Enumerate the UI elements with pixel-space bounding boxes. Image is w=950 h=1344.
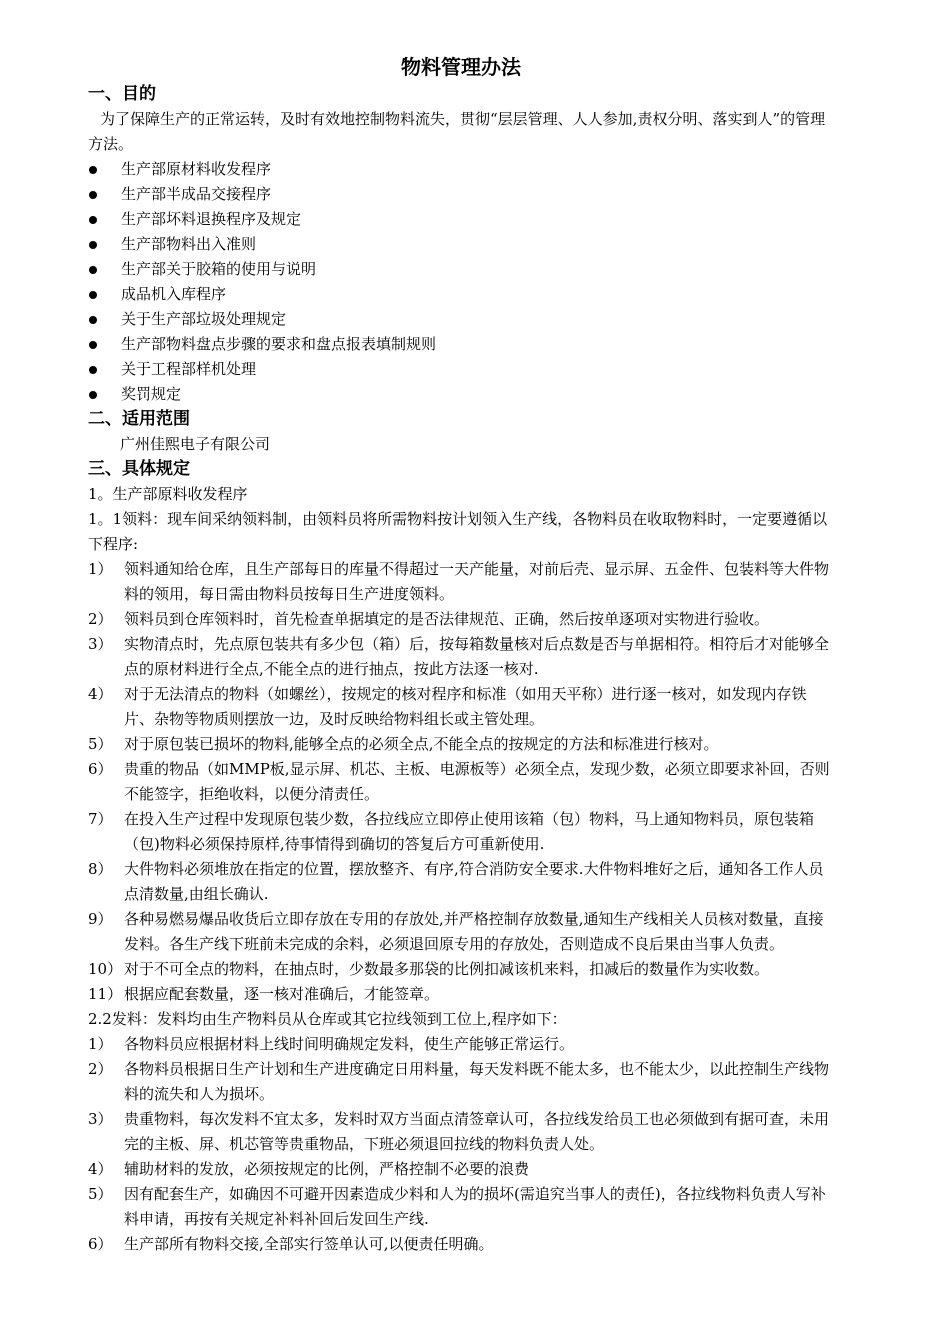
section-heading-rules: 三、具体规定 bbox=[88, 459, 190, 479]
bullet-item bbox=[88, 307, 834, 332]
bullet-icon bbox=[89, 341, 97, 349]
step-number: 1） bbox=[88, 560, 113, 578]
bullet-text: 生产部物料盘点步骤的要求和盘点报表填制规则 bbox=[121, 335, 437, 353]
receiving-steps-list bbox=[88, 557, 834, 1007]
receiving-intro: 1。1领料：现车间采纳领料制，由领料员将所需物料按计划领入生产线，各物料员在收取物料时，一定要遵循以下程序: bbox=[88, 510, 828, 553]
step-number: 3） bbox=[88, 1110, 113, 1128]
bullet-icon bbox=[89, 291, 97, 299]
step-item bbox=[88, 1057, 834, 1107]
step-number: 4） bbox=[88, 1160, 113, 1178]
step-text: 各物料员根据日生产计划和生产进度确定日用料量，每天发料既不能太多，也不能太少，以此控制生产线物料的流失和人为损坏。 bbox=[124, 1060, 830, 1103]
issuing-intro: 2.2发料：发料均由生产物料员从仓库或其它拉线领到工位上,程序如下： bbox=[88, 1010, 567, 1028]
subsection-title-receiving: 1。生产部原料收发程序 bbox=[88, 485, 248, 503]
step-number: 5） bbox=[88, 735, 113, 753]
step-text: 对于无法清点的物料（如螺丝），按规定的核对程序和标准（如用天平称）进行逐一核对，如发现内存铁片、杂物等物质则摆放一边，及时反映给物料组长或主管处理。 bbox=[124, 685, 807, 728]
step-number: 10） bbox=[88, 960, 123, 978]
step-number: 9） bbox=[88, 910, 113, 928]
bullet-item bbox=[88, 232, 834, 257]
step-number: 8） bbox=[88, 860, 113, 878]
bullet-item bbox=[88, 282, 834, 307]
bullet-text: 生产部物料出入准则 bbox=[121, 235, 257, 253]
issuing-steps-list bbox=[88, 1032, 834, 1257]
bullet-text: 生产部坏料退换程序及规定 bbox=[121, 210, 302, 228]
step-item bbox=[88, 757, 834, 807]
step-number: 3） bbox=[88, 635, 113, 653]
step-item bbox=[88, 632, 834, 682]
step-item bbox=[88, 907, 834, 957]
bullet-item bbox=[88, 357, 834, 382]
step-number: 5） bbox=[88, 1185, 113, 1203]
bullet-text: 生产部关于胶箱的使用与说明 bbox=[121, 260, 317, 278]
bullet-item bbox=[88, 382, 834, 407]
step-text: 实物清点时，先点原包装共有多少包（箱）后，按每箱数量核对后点数是否与单据相符。相符后才对能够全点的原材料进行全点,不能全点的进行抽点，按此方法逐一核对. bbox=[124, 635, 830, 678]
bullet-item bbox=[88, 332, 834, 357]
step-text: 因有配套生产，如确因不可避开因素造成少料和人为的损坏(需追究当事人的责任)，各拉线物料负责人写补料申请，再按有关规定补料补回后发回生产线. bbox=[124, 1185, 826, 1228]
step-item bbox=[88, 557, 834, 607]
step-item bbox=[88, 732, 834, 757]
section-heading-purpose: 一、目的 bbox=[88, 84, 156, 104]
step-text: 对于不可全点的物料，在抽点时，少数最多那袋的比例扣减该机来料，扣减后的数量作为实收数。 bbox=[124, 960, 770, 978]
step-number: 6） bbox=[88, 760, 113, 778]
step-number: 11） bbox=[88, 985, 123, 1003]
step-text: 在投入生产过程中发现原包装少数，各拉线应立即停止使用该箱（包）物料，马上通知物料员，原包装箱（包)物料必须保持原样,待事情得到确切的答复后方可重新使用. bbox=[124, 810, 815, 853]
bullet-icon bbox=[89, 191, 97, 199]
bullet-text: 关于生产部垃圾处理规定 bbox=[121, 310, 287, 328]
bullet-icon bbox=[89, 216, 97, 224]
step-item bbox=[88, 957, 834, 982]
step-text: 生产部所有物料交接,全部实行签单认可,以便责任明确。 bbox=[124, 1235, 494, 1253]
bullet-icon bbox=[89, 391, 97, 399]
step-item bbox=[88, 982, 834, 1007]
bullet-text: 奖罚规定 bbox=[121, 385, 182, 403]
step-item bbox=[88, 1232, 834, 1257]
step-text: 领料员到仓库领料时，首先检查单据填定的是否法律规范、正确，然后按单逐项对实物进行验收。 bbox=[124, 610, 770, 628]
step-text: 各种易燃易爆品收货后立即存放在专用的存放处,并严格控制存放数量,通知生产线相关人员核对数量，直接发料。各生产线下班前未完成的余料，必须退回原专用的存放处，否则造成不良后果由当事人负责。 bbox=[124, 910, 824, 953]
bullet-text: 关于工程部样机处理 bbox=[121, 360, 257, 378]
bullet-icon bbox=[89, 166, 97, 174]
step-item bbox=[88, 807, 834, 857]
bullet-item bbox=[88, 182, 834, 207]
scope-company: 广州佳熙电子有限公司 bbox=[120, 435, 271, 453]
step-text: 根据应配套数量，逐一核对准确后，才能签章。 bbox=[124, 985, 440, 1003]
bullet-text: 生产部半成品交接程序 bbox=[121, 185, 272, 203]
procedure-bullet-list bbox=[88, 157, 834, 407]
step-text: 辅助材料的发放，必须按规定的比例，严格控制不必要的浪费 bbox=[124, 1160, 530, 1178]
step-number: 1） bbox=[88, 1035, 113, 1053]
step-item bbox=[88, 1157, 834, 1182]
step-text: 大件物料必须堆放在指定的位置，摆放整齐、有序,符合消防安全要求.大件物料堆好之后，通知各工作人员点清数量,由组长确认. bbox=[124, 860, 824, 903]
step-item bbox=[88, 857, 834, 907]
step-number: 2） bbox=[88, 610, 113, 628]
bullet-item bbox=[88, 257, 834, 282]
bullet-item bbox=[88, 207, 834, 232]
bullet-icon bbox=[89, 316, 97, 324]
step-text: 领料通知给仓库，且生产部每日的库量不得超过一天产能量，对前后壳、显示屏、五金件、包装料等大件物料的领用，每日需由物料员按每日生产进度领料。 bbox=[124, 560, 830, 603]
bullet-icon bbox=[89, 241, 97, 249]
step-number: 6） bbox=[88, 1235, 113, 1253]
step-item bbox=[88, 682, 834, 732]
document-title: 物料管理办法 bbox=[401, 55, 521, 79]
step-text: 贵重物料，每次发料不宜太多，发料时双方当面点清签章认可，各拉线发给员工也必须做到有据可查，未用完的主板、屏、机芯管等贵重物品，下班必须退回拉线的物料负责人处。 bbox=[124, 1110, 830, 1153]
bullet-text: 成品机入库程序 bbox=[121, 285, 227, 303]
bullet-icon bbox=[89, 366, 97, 374]
bullet-text: 生产部原材料收发程序 bbox=[121, 160, 272, 178]
bullet-item bbox=[88, 157, 834, 182]
purpose-paragraph: 为了保障生产的正常运转，及时有效地控制物料流失，贯彻“层层管理、人人参加,责权分明、落实到人”的管理方法。 bbox=[88, 110, 826, 153]
step-text: 各物料员应根据材料上线时间明确规定发料，使生产能够正常运行。 bbox=[124, 1035, 575, 1053]
step-number: 4） bbox=[88, 685, 113, 703]
step-text: 对于原包装已损坏的物料,能够全点的必须全点,不能全点的按规定的方法和标准进行核对。 bbox=[124, 735, 719, 753]
step-item bbox=[88, 1032, 834, 1057]
step-number: 7） bbox=[88, 810, 113, 828]
step-text: 贵重的物品（如MMP板,显示屏、机芯、主板、电源板等）必须全点，发现少数，必须立即要求补回，否则不能签字，拒绝收料，以便分清责任。 bbox=[124, 760, 830, 803]
step-item bbox=[88, 607, 834, 632]
step-item bbox=[88, 1182, 834, 1232]
step-item bbox=[88, 1107, 834, 1157]
step-number: 2） bbox=[88, 1060, 113, 1078]
section-heading-scope: 二、适用范围 bbox=[88, 409, 190, 429]
bullet-icon bbox=[89, 266, 97, 274]
